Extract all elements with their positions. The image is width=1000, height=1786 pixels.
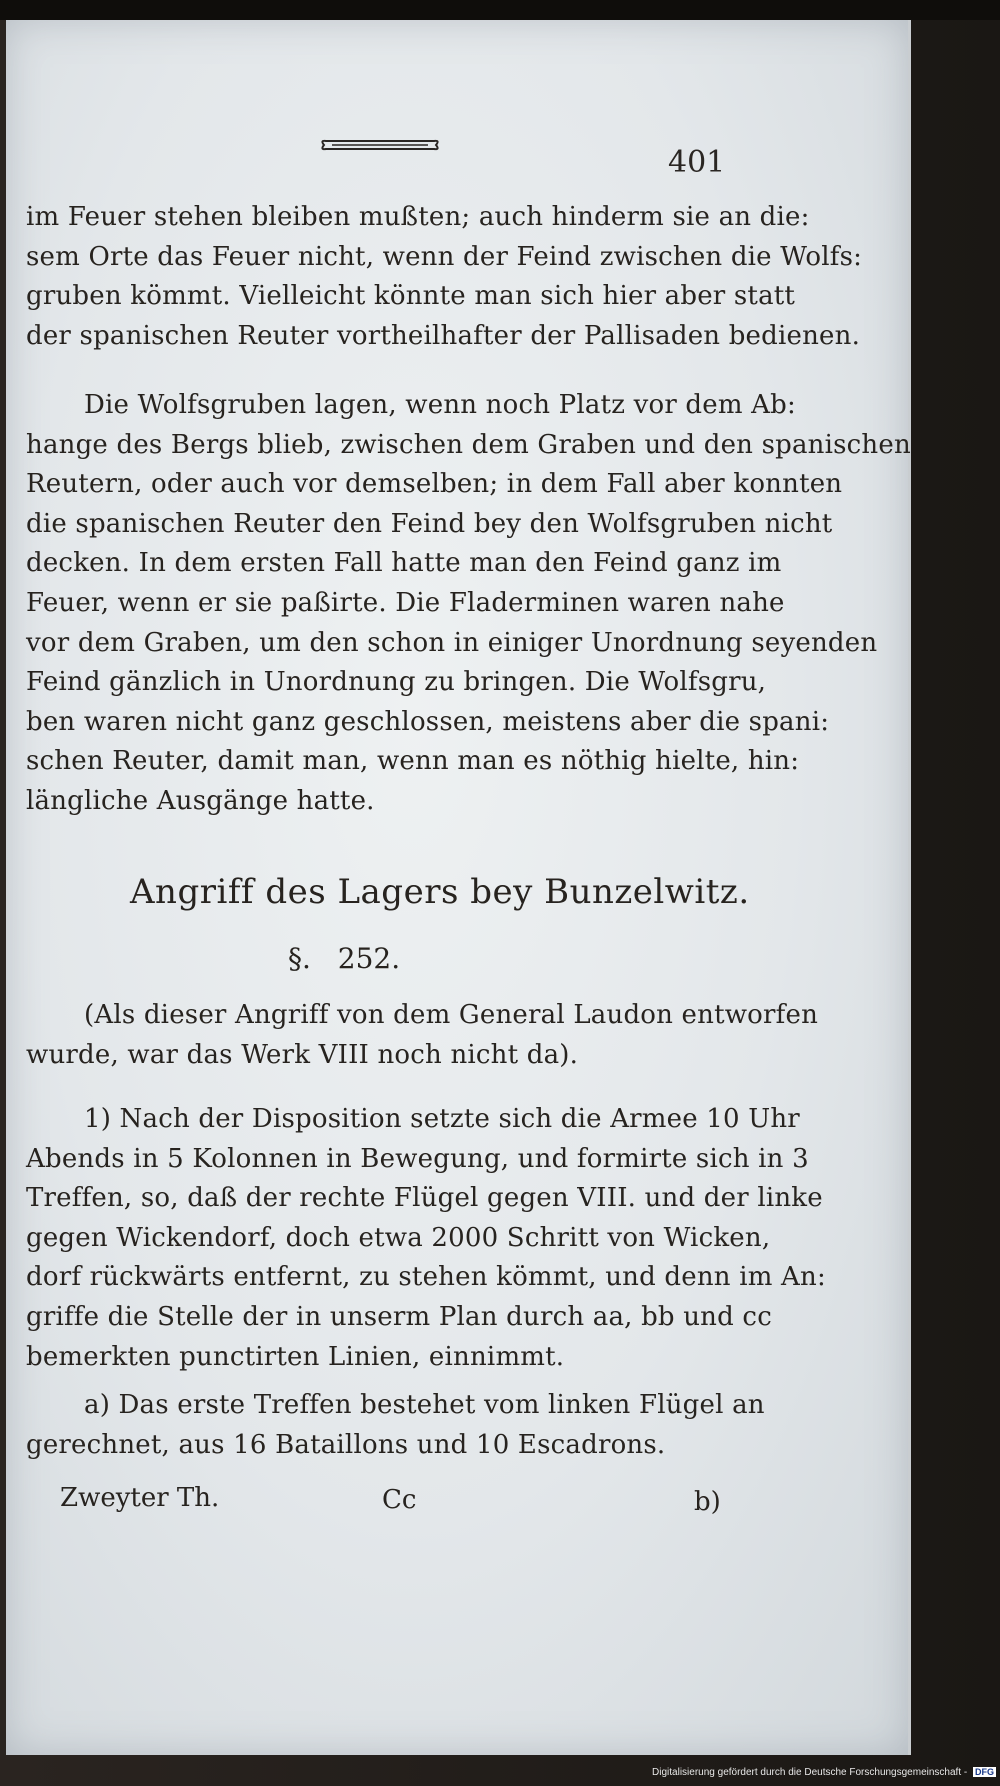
text-line: ben waren nicht ganz geschlossen, meistens aber die spani: bbox=[26, 706, 830, 737]
text-line: Feind gänzlich in Unordnung zu bringen. Die Wolfsgru, bbox=[26, 667, 767, 698]
text-line: gerechnet, aus 16 Bataillons und 10 Escadrons. bbox=[26, 1429, 666, 1460]
text-line: dorf rückwärts entfernt, zu stehen kömmt, und denn im An: bbox=[26, 1262, 826, 1293]
text-line: decken. In dem ersten Fall hatte man den Feind ganz im bbox=[26, 548, 782, 579]
text-line: Abends in 5 Kolonnen in Bewegung, und formirte sich in 3 bbox=[26, 1143, 809, 1174]
text-line: vor dem Graben, um den schon in einiger Unordnung seyenden bbox=[26, 627, 878, 658]
text-line: längliche Ausgänge hatte. bbox=[26, 785, 375, 816]
dfg-logo-icon: DFG bbox=[975, 1767, 994, 1778]
text-line: Die Wolfsgruben lagen, wenn noch Platz vor dem Ab: bbox=[84, 390, 796, 420]
text-line: der spanischen Reuter vortheilhafter der Pallisaden bedienen. bbox=[26, 320, 861, 351]
paragraph-1 bbox=[26, 198, 863, 356]
text-line: Reutern, oder auch vor demselben; in dem Fall aber konnten bbox=[26, 469, 843, 500]
text-line: hange des Bergs blieb, zwischen dem Graben und den spanischen bbox=[26, 429, 911, 460]
text-line: (Als dieser Angriff von dem General Laudon entworfen bbox=[84, 1000, 819, 1030]
text-line: gegen Wickendorf, doch etwa 2000 Schritt von Wicken, bbox=[26, 1222, 771, 1253]
text-line: sem Orte das Feuer nicht, wenn der Feind zwischen die Wolfs: bbox=[26, 241, 863, 272]
text-line: Feuer, wenn er sie paßirte. Die Fladerminen waren nahe bbox=[26, 587, 785, 618]
text-line: im Feuer stehen bleiben mußten; auch hinderm sie an die: bbox=[26, 202, 810, 232]
scan-top-edge bbox=[0, 0, 1000, 20]
credit-text: Digitalisierung gefördert durch die Deutsche Forschungsgemeinschaft - bbox=[652, 1767, 968, 1778]
text-line: griffe die Stelle der in unserm Plan durch aa, bb und cc bbox=[26, 1301, 772, 1332]
signature-mark: Zweyter Th. bbox=[60, 1483, 220, 1513]
text-line: bemerkten punctirten Linien, einnimmt. bbox=[26, 1341, 565, 1372]
page-number: 401 bbox=[668, 145, 726, 180]
paragraph-2 bbox=[26, 386, 911, 822]
paragraph-5 bbox=[26, 1386, 765, 1465]
signature: Cc bbox=[382, 1485, 417, 1515]
section-heading: Angriff des Lagers bey Bunzelwitz. bbox=[130, 872, 750, 912]
text-line: a) Das erste Treffen bestehet vom linken Flügel an bbox=[84, 1390, 765, 1420]
paragraph-3 bbox=[26, 996, 819, 1075]
text-line: 1) Nach der Disposition setzte sich die Armee 10 Uhr bbox=[84, 1104, 800, 1134]
text-line: die spanischen Reuter den Feind bey den Wolfsgruben nicht bbox=[26, 508, 833, 539]
section-number: §. 252. bbox=[288, 942, 401, 975]
text-line: schen Reuter, damit man, wenn man es nöthig hielte, hin: bbox=[26, 746, 800, 777]
text-line: gruben kömmt. Vielleicht könnte man sich hier aber statt bbox=[26, 281, 796, 312]
text-line: Treffen, so, daß der rechte Flügel gegen VIII. und der linke bbox=[26, 1183, 823, 1214]
catchword: b) bbox=[694, 1487, 721, 1517]
header-ornament-icon bbox=[318, 138, 442, 152]
text-line: wurde, war das Werk VIII noch nicht da). bbox=[26, 1039, 579, 1070]
paragraph-4 bbox=[26, 1100, 826, 1377]
digitization-credit bbox=[652, 1767, 996, 1778]
